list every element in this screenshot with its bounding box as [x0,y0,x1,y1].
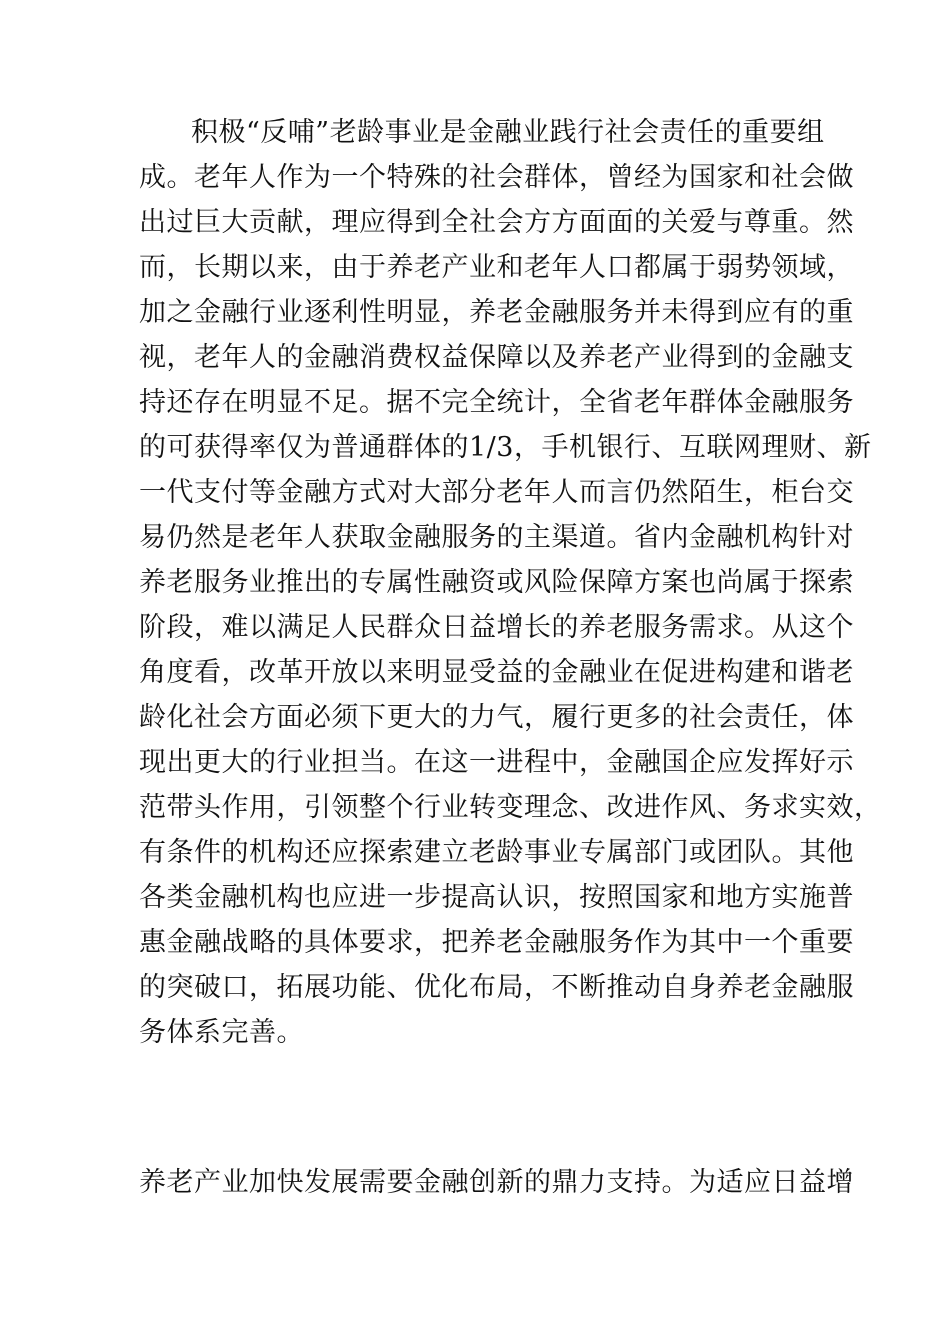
paragraph-line: 加之金融行业逐利性明显，养老金融服务并未得到应有的重 [139,297,854,328]
paragraph-line: 养老产业加快发展需要金融创新的鼎力支持。为适应日益增 [139,1167,854,1198]
paragraph-line: 的突破口，拓展功能、优化布局，不断推动自身养老金融服 [139,972,854,1003]
paragraph-1 [139,110,882,1055]
paragraph-line: 视，老年人的金融消费权益保障以及养老产业得到的金融支 [139,342,854,373]
paragraph-line: 养老服务业推出的专属性融资或风险保障方案也尚属于探索 [139,567,854,598]
paragraph-line: 易仍然是老年人获取金融服务的主渠道。省内金融机构针对 [139,522,854,553]
paragraph-line: 阶段，难以满足人民群众日益增长的养老服务需求。从这个 [139,612,854,643]
paragraph-2 [139,1160,854,1205]
paragraph-line: 龄化社会方面必须下更大的力气，履行更多的社会责任，体 [139,702,854,733]
paragraph-line: 而，长期以来，由于养老产业和老年人口都属于弱势领域， [139,252,854,283]
paragraph-line: 务体系完善。 [139,1017,304,1048]
paragraph-line: 惠金融战略的具体要求，把养老金融服务作为其中一个重要 [139,927,854,958]
paragraph-line: 成。老年人作为一个特殊的社会群体，曾经为国家和社会做 [139,162,854,193]
paragraph-line: 出过巨大贡献，理应得到全社会方方面面的关爱与尊重。然 [139,207,854,238]
paragraph-line: 一代支付等金融方式对大部分老年人而言仍然陌生，柜台交 [139,477,854,508]
paragraph-line: 范带头作用，引领整个行业转变理念、改进作风、务求实效， [139,792,882,823]
paragraph-line: 的可获得率仅为普通群体的1/3，手机银行、互联网理财、新 [139,432,872,463]
paragraph-line: 持还存在明显不足。据不完全统计，全省老年群体金融服务 [139,387,854,418]
paragraph-line: 各类金融机构也应进一步提高认识，按照国家和地方实施普 [139,882,854,913]
paragraph-line: 角度看，改革开放以来明显受益的金融业在促进构建和谐老 [139,657,854,688]
paragraph-line: 积极“反哺”老龄事业是金融业践行社会责任的重要组 [191,117,825,148]
paragraph-line: 现出更大的行业担当。在这一进程中，金融国企应发挥好示 [139,747,854,778]
paragraph-line: 有条件的机构还应探索建立老龄事业专属部门或团队。其他 [139,837,854,868]
